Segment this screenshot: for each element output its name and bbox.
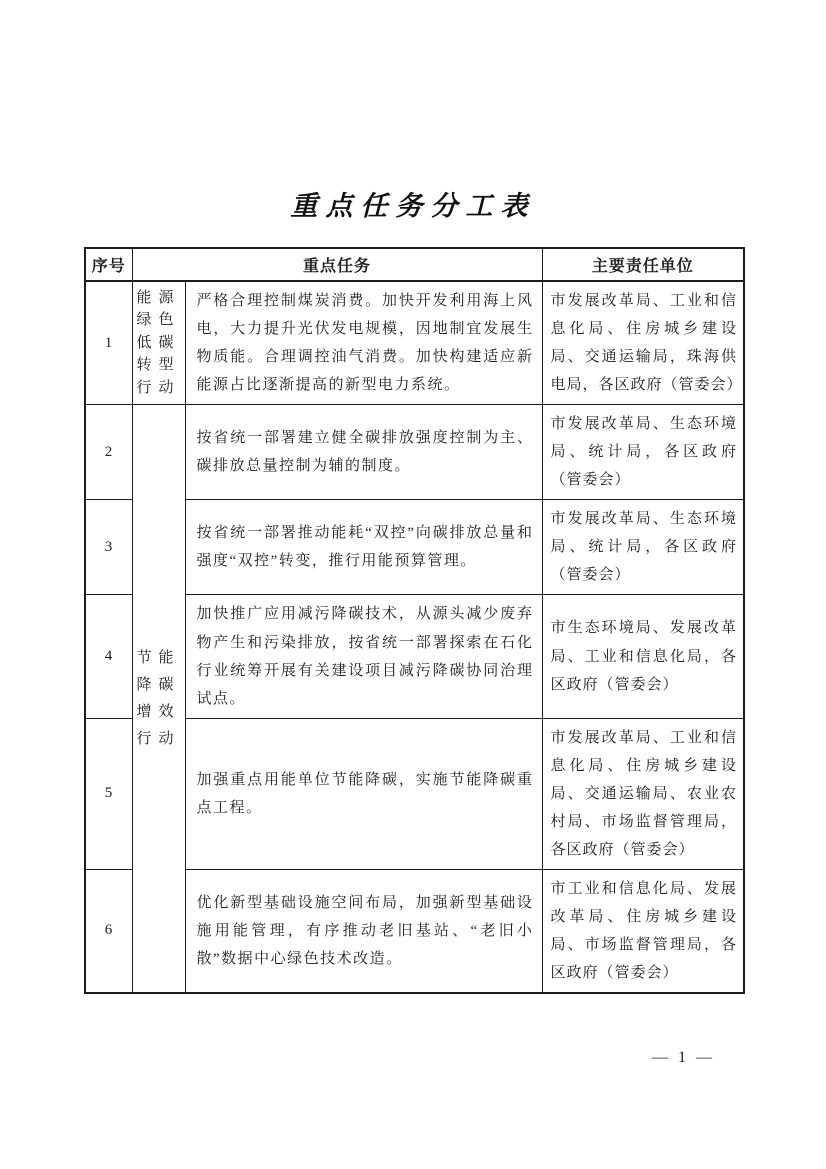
header-key-task: 重点任务 bbox=[132, 248, 542, 281]
unit-cell: 市发展改革局、生态环境局、统计局，各区政府（管委会） bbox=[542, 500, 744, 595]
task-cell: 加强重点用能单位节能降碳，实施节能降碳重点工程。 bbox=[185, 718, 542, 869]
table-row bbox=[85, 281, 744, 405]
row-number: 1 bbox=[85, 281, 132, 405]
unit-cell: 市工业和信息化局、发展改革局、住房城乡建设局、市场监督管理局，各区政府（管委会） bbox=[542, 869, 744, 993]
row-number: 5 bbox=[85, 718, 132, 869]
category-label: 节能降碳增效行动 bbox=[136, 649, 181, 747]
unit-cell: 市发展改革局、工业和信息化局、住房城乡建设局、交通运输局，珠海供电局，各区政府（管委会） bbox=[542, 281, 744, 405]
row-number: 4 bbox=[85, 595, 132, 718]
task-cell: 严格合理控制煤炭消费。加快开发利用海上风电，大力提升光伏发电规模，因地制宜发展生物质能。合理调控油气消费。加快构建适应新能源占比逐渐提高的新型电力系统。 bbox=[185, 281, 542, 405]
category-cell-energy-saving bbox=[132, 405, 185, 993]
table-row bbox=[85, 405, 744, 500]
row-number: 3 bbox=[85, 500, 132, 595]
table-header-row bbox=[85, 248, 744, 281]
task-cell: 按省统一部署推动能耗“双控”向碳排放总量和强度“双控”转变，推行用能预算管理。 bbox=[185, 500, 542, 595]
category-label: 能源绿色低碳转型行动 bbox=[136, 289, 181, 396]
page-title: 重点任务分工表 bbox=[290, 191, 536, 222]
task-cell: 按省统一部署建立健全碳排放强度控制为主、碳排放总量控制为辅的制度。 bbox=[185, 405, 542, 500]
header-serial-number: 序号 bbox=[85, 248, 132, 281]
row-number: 2 bbox=[85, 405, 132, 500]
task-division-table bbox=[84, 247, 745, 994]
task-cell: 优化新型基础设施空间布局，加强新型基础设施用能管理，有序推动老旧基站、“老旧小散”数据中心绿色技术改造。 bbox=[185, 869, 542, 993]
header-responsible-unit: 主要责任单位 bbox=[542, 248, 744, 281]
unit-cell: 市发展改革局、工业和信息化局、住房城乡建设局、交通运输局、农业农村局、市场监督管理局，各区政府（管委会） bbox=[542, 718, 744, 869]
task-cell: 加快推广应用减污降碳技术，从源头减少废弃物产生和污染排放，按省统一部署探索在石化行业统筹开展有关建设项目减污降碳协同治理试点。 bbox=[185, 595, 542, 718]
category-cell-energy-transition bbox=[132, 281, 185, 405]
unit-cell: 市生态环境局、发展改革局、工业和信息化局，各区政府（管委会） bbox=[542, 595, 744, 718]
page-number: — 1 — bbox=[652, 1049, 715, 1066]
row-number: 6 bbox=[85, 869, 132, 993]
unit-cell: 市发展改革局、生态环境局、统计局，各区政府（管委会） bbox=[542, 405, 744, 500]
